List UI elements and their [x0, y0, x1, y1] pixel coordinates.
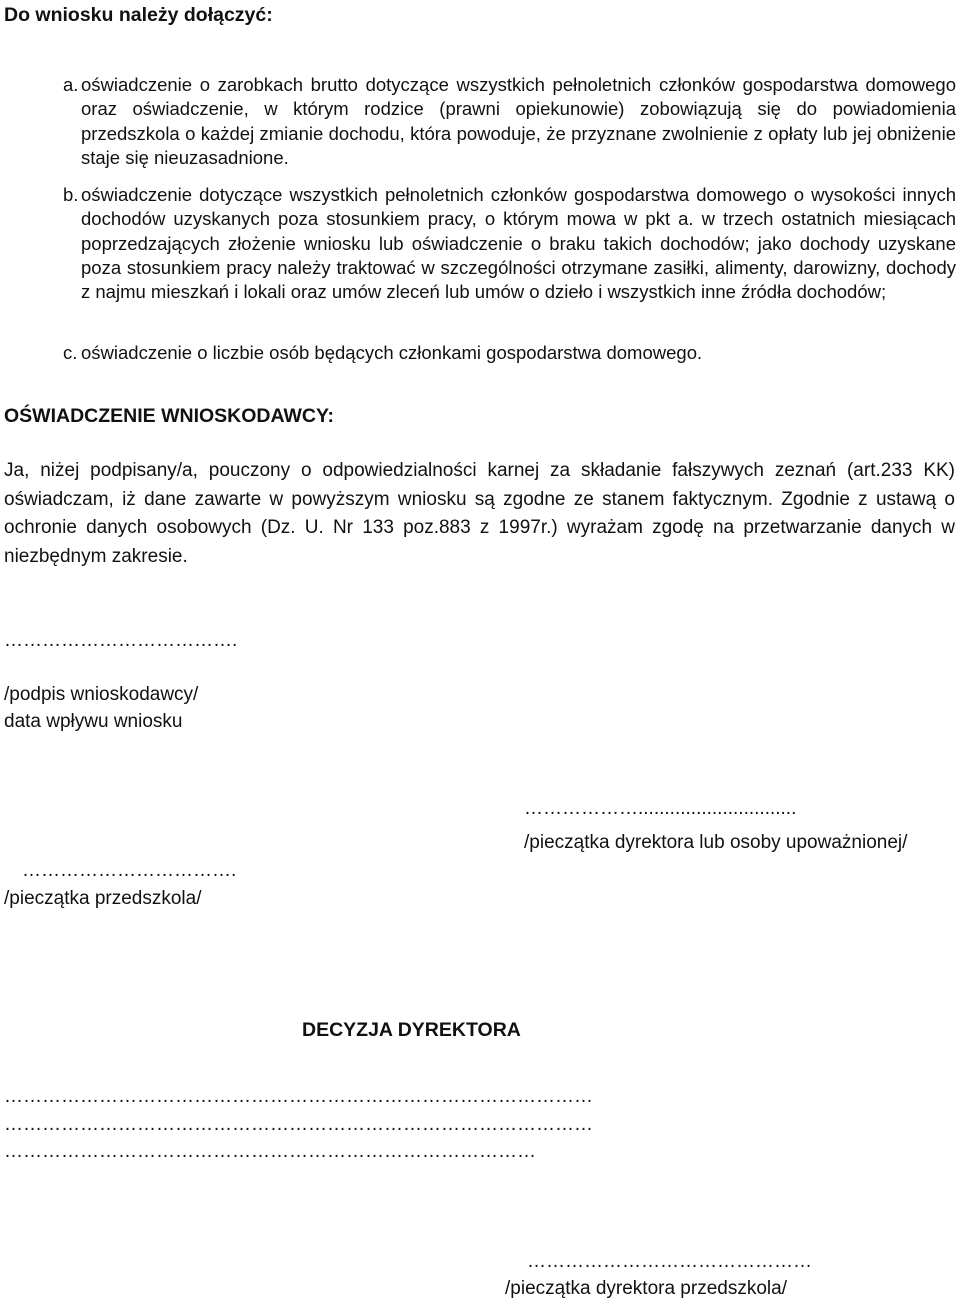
- item-text: oświadczenie o liczbie osób będących członkami gospodarstwa domowego.: [81, 342, 703, 363]
- item-marker: a.: [63, 74, 79, 95]
- preschool-stamp-dots: …………………………….: [22, 860, 237, 881]
- item-marker: b.: [63, 184, 79, 205]
- director-stamp-label: /pieczątka dyrektora lub osoby upoważnionej/: [524, 832, 908, 853]
- decision-line: …………………………………………………………………………: [4, 1141, 536, 1162]
- decision-heading: DECYZJA DYREKTORA: [302, 1019, 521, 1041]
- director-stamp-dots: ………………..............................: [524, 798, 797, 819]
- application-date-label: data wpływu wniosku: [4, 711, 183, 732]
- statement-heading: OŚWIADCZENIE WNIOSKODAWCY:: [4, 405, 335, 427]
- final-stamp-dots: ………………………………………: [527, 1251, 812, 1272]
- final-stamp-label: /pieczątka dyrektora przedszkola/: [505, 1278, 787, 1299]
- item-marker: c.: [63, 342, 78, 363]
- applicant-signature-dots: ……………………………….: [4, 630, 238, 651]
- item-text: oświadczenie o zarobkach brutto dotyczące wszystkich pełnoletnich członków gospodarstwa domowego oraz oświadczenie, w którym rodzice (prawni opiekunowie) zobowiązują się do powiadomienia przedszkola o każdej zmianie dochodu, która powoduje, że przyznane zwolnienie z opłaty lub jej obniżenie staje się nieuzasadnione.: [81, 74, 956, 168]
- attachment-item-c: [63, 341, 956, 365]
- attachment-item-a: [63, 73, 956, 170]
- applicant-signature-label: /podpis wnioskodawcy/: [4, 684, 199, 705]
- preschool-stamp-label: /pieczątka przedszkola/: [4, 888, 202, 909]
- item-text: oświadczenie dotyczące wszystkich pełnoletnich członków gospodarstwa domowego o wysokości innych dochodów uzyskanych poza stosunkiem pracy, o którym mowa w pkt a. w trzech ostatnich miesiącach poprzedzających złożenie wniosku lub oświadczenie o braku takich dochodów; jako dochody uzyskane poza stosunkiem pracy należy traktować w szczególności otrzymane zasiłki, alimenty, darowizny, dochody z najmu mieszkań i lokali oraz umów zleceń lub umów o dzieło i wszystkich inne źródła dochodów;: [81, 184, 956, 303]
- attachment-item-b: [63, 183, 956, 304]
- statement-text: Ja, niżej podpisany/a, pouczony o odpowiedzialności karnej za składanie fałszywych zeznań (art.233 KK) oświadczam, iż dane zawarte w powyższym wniosku są zgodne ze stanem faktycznym. Zgodnie z ustawą o ochronie danych osobowych (Dz. U. Nr 133 poz.883 z 1997r.) wyrażam zgodę na przetwarzanie danych w niezbędnym zakresie.: [4, 460, 955, 567]
- decision-line: …………………………………………………………………………………: [4, 1086, 593, 1107]
- attachments-heading: Do wniosku należy dołączyć:: [4, 4, 273, 26]
- decision-line: …………………………………………………………………………………: [4, 1114, 593, 1135]
